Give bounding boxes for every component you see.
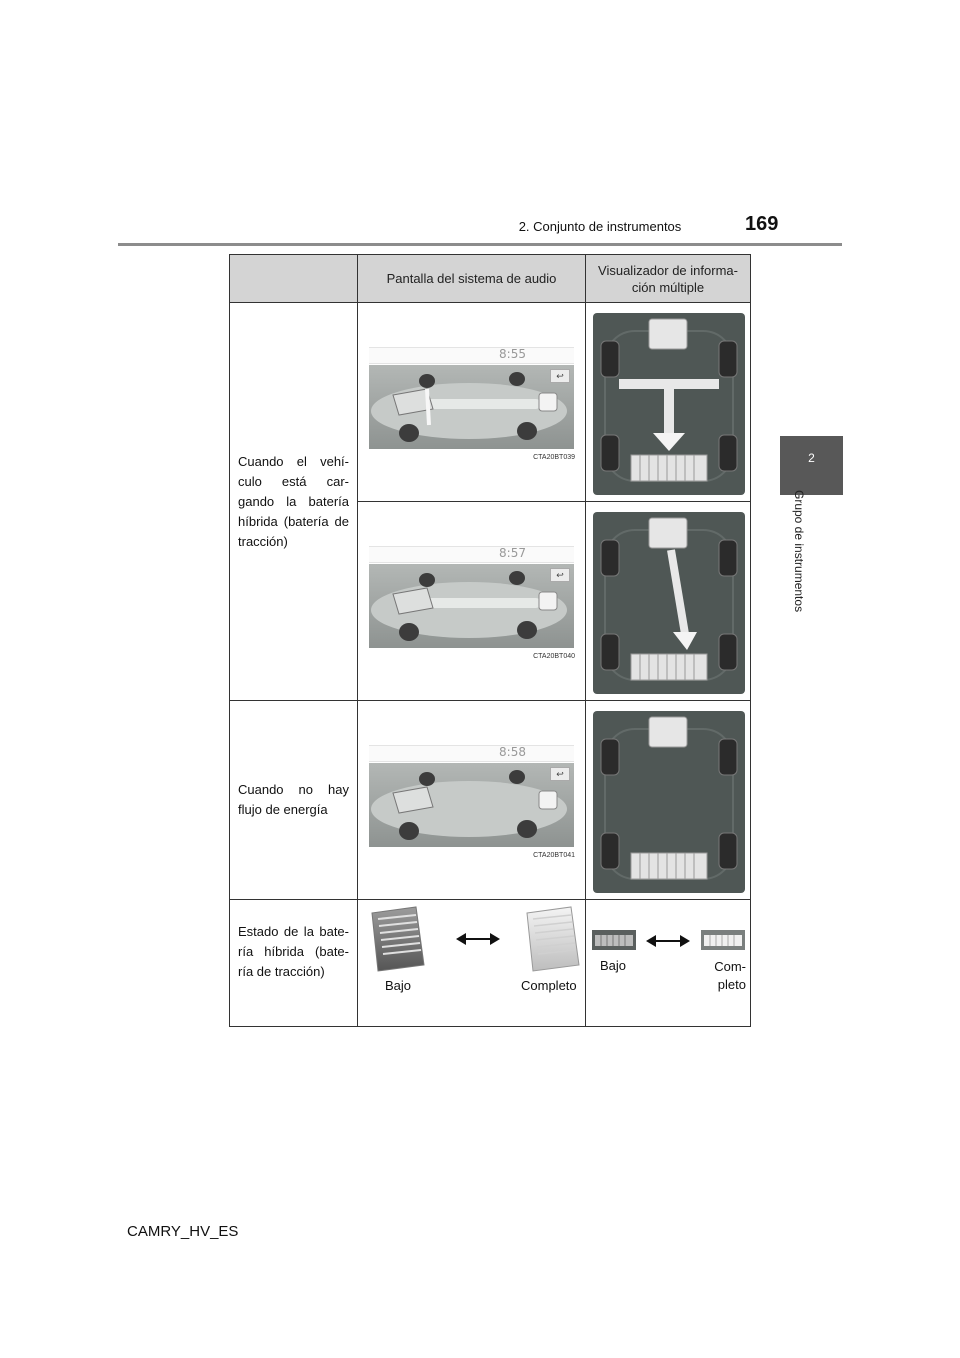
header-mid [586, 255, 751, 303]
mid-display [593, 313, 745, 495]
mid-battery-low-icon [592, 930, 636, 950]
chapter-tab [780, 436, 843, 495]
audio-display [369, 763, 574, 847]
header-empty [230, 255, 358, 303]
car-illustration [369, 763, 574, 847]
battery-low-icon [368, 905, 426, 973]
clock: 8:55 [499, 347, 526, 361]
double-arrow-icon [646, 932, 690, 950]
row-label-no-flow: Cuando no hay flujo de energía [230, 701, 358, 900]
audio-image-cell [358, 502, 586, 701]
audio-topbar [369, 745, 574, 762]
mid-battery-full-icon [701, 930, 745, 950]
section-title: 2. Conjunto de instrumentos [518, 219, 682, 234]
row-label-charging: Cuando el vehí-culo está car-gando la batería híbrida (batería de tracción) [230, 303, 358, 701]
mid-energy-diagram [593, 512, 745, 694]
car-illustration [369, 365, 574, 449]
row-label-battery-state: Estado de la bate-ría híbrida (bate-ría de tracción) [230, 900, 358, 1027]
audio-topbar [369, 546, 574, 563]
image-code: CTA20BT039 [533, 454, 575, 461]
mid-battery-cell [586, 900, 751, 1027]
mid-image-cell [586, 502, 751, 701]
chapter-number: 2 [808, 451, 815, 465]
audio-battery-cell [358, 900, 586, 1027]
mid-display [593, 711, 745, 893]
mid-display [593, 512, 745, 694]
image-code: CTA20BT041 [533, 852, 575, 859]
mid-energy-diagram [593, 711, 745, 893]
mid-full-label: Com-pleto [714, 959, 746, 992]
audio-topbar [369, 347, 574, 364]
image-code: CTA20BT040 [533, 653, 575, 660]
back-arrow-icon[interactable]: ↩ [550, 767, 570, 781]
mid-low-label: Bajo [600, 958, 627, 973]
battery-full-icon [523, 905, 581, 973]
header-audio: Pantalla del sistema de audio [358, 255, 586, 303]
energy-flow-table [229, 254, 751, 1027]
mid-energy-diagram [593, 313, 745, 495]
header-rule [118, 243, 842, 246]
clock: 8:57 [499, 546, 526, 560]
audio-image-cell [358, 701, 586, 900]
audio-low-label: Bajo [385, 978, 412, 993]
audio-screen [369, 745, 574, 847]
header-mid-text: Visualizador de informa-ción múltiple [598, 262, 738, 295]
double-arrow-icon [456, 930, 500, 948]
audio-display [369, 564, 574, 648]
clock: 8:58 [499, 745, 526, 759]
audio-display [369, 365, 574, 449]
audio-full-label: Completo [521, 978, 577, 993]
mid-image-cell [586, 701, 751, 900]
mid-image-cell [586, 303, 751, 502]
back-arrow-icon[interactable]: ↩ [550, 568, 570, 582]
chapter-title: Grupo de instrumentos [792, 490, 806, 613]
audio-image-cell [358, 303, 586, 502]
audio-screen [369, 546, 574, 648]
back-arrow-icon[interactable]: ↩ [550, 369, 570, 383]
car-illustration [369, 564, 574, 648]
audio-screen [369, 347, 574, 449]
page-number: 169 [745, 213, 779, 235]
document-code: CAMRY_HV_ES [127, 1223, 239, 1240]
